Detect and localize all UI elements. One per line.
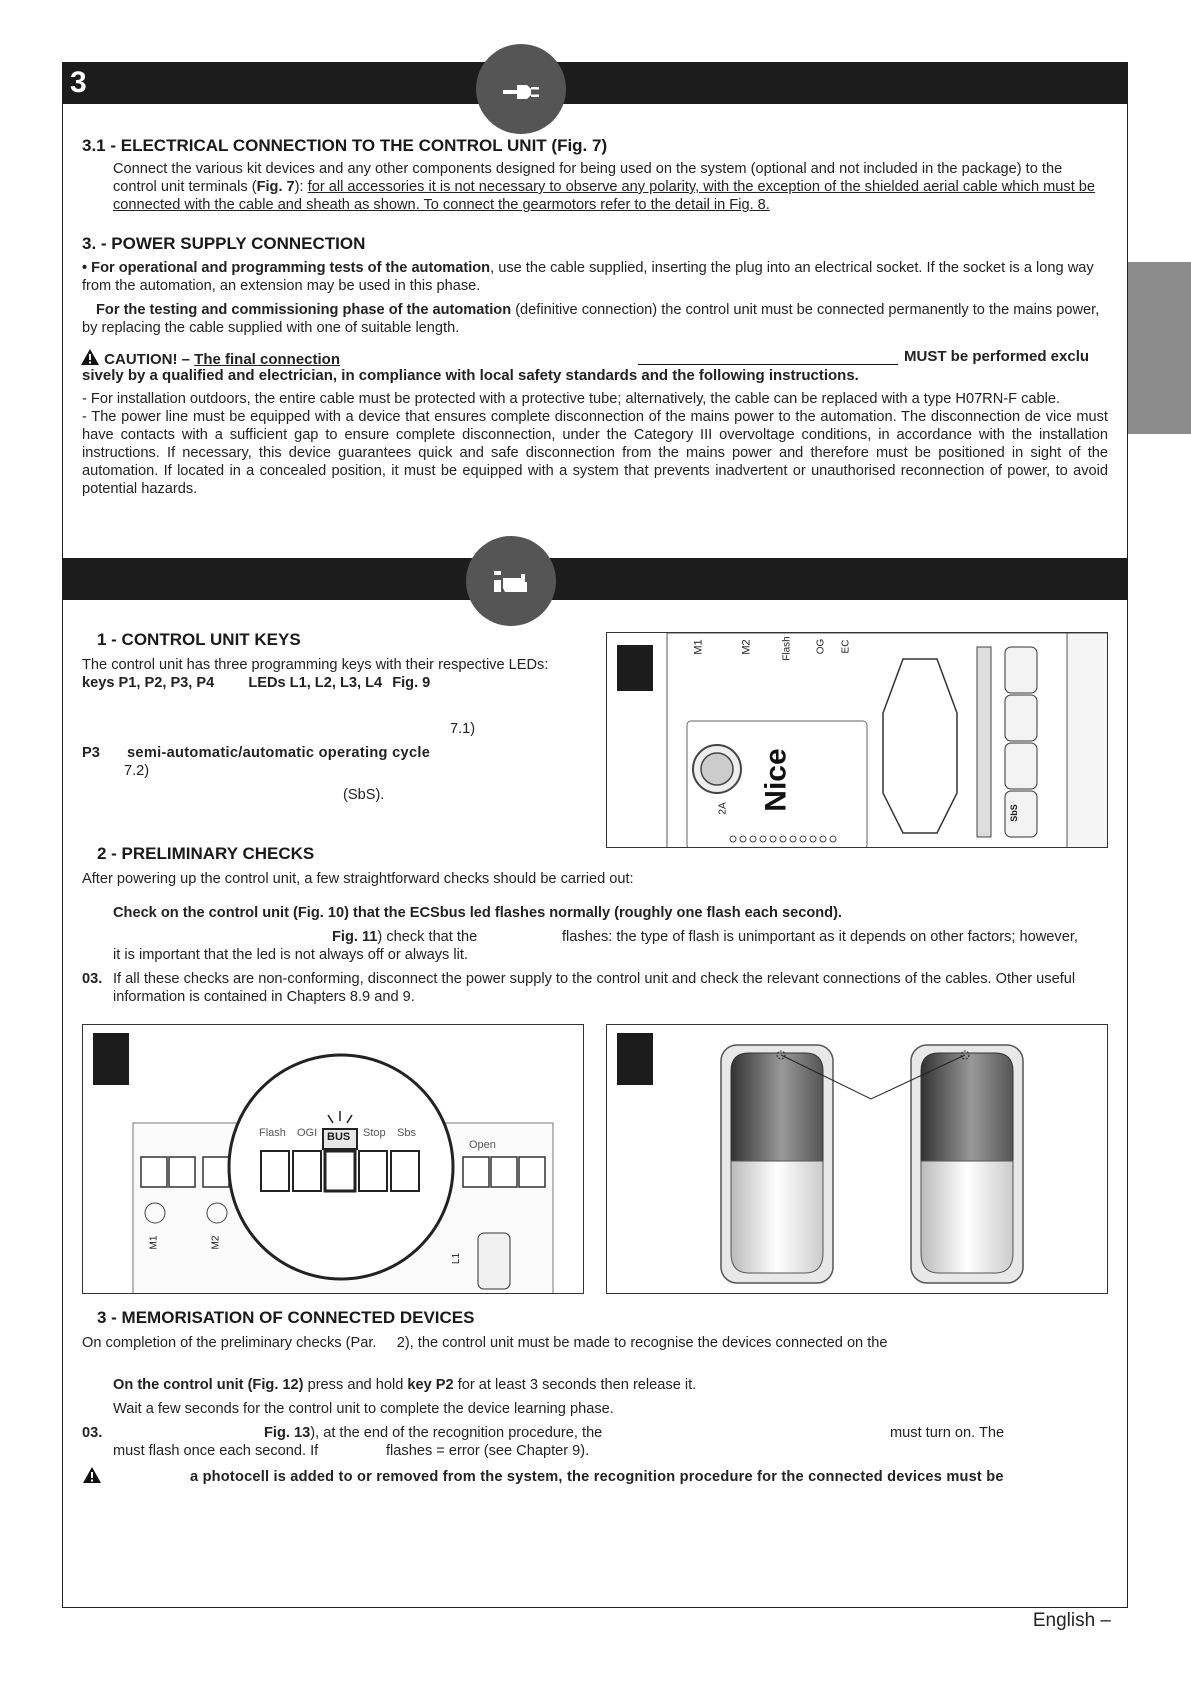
memo-step-2: Wait a few seconds for the control unit to complete the device learning phase. <box>113 1401 614 1417</box>
warning-icon <box>80 348 100 366</box>
power-p1 <box>82 259 1108 295</box>
fig9-sbs-button: SbS <box>1008 804 1019 822</box>
check-2-fig <box>332 928 477 946</box>
caution-line-1 <box>80 348 340 369</box>
s31-underlined: for all accessories it is not necessary to observe any polarity, with the exception of the shielded aerial cable which must be connected with the cable and sheath as shown. To connect the gearmotors refer to the detail in Fig. 8. <box>113 179 1096 213</box>
figure-10 <box>82 1024 584 1294</box>
fig9-terminal-m1: M1 <box>692 639 705 655</box>
check-2-text-a: ) check that the <box>377 929 478 945</box>
plug-icon <box>501 82 541 102</box>
fig10-label-stop: Stop <box>363 1127 386 1139</box>
caution-line-2: sively by a qualified and electrician, in compliance with local safety standards and the following instructions. <box>82 367 859 384</box>
power-supply-title: 3. - POWER SUPPLY CONNECTION <box>82 234 366 253</box>
fig9-fuse: 2A <box>717 802 729 815</box>
fig10-label-l1: L1 <box>451 1252 463 1265</box>
fig10-label-ogi: OGI <box>297 1127 318 1139</box>
programming-badge <box>466 536 556 626</box>
fig9-terminal-m2: M2 <box>740 639 753 655</box>
memo-step-1 <box>113 1376 696 1394</box>
warning-icon <box>82 1466 102 1484</box>
memo-step-3-line2-a: must flash once each second. If <box>113 1443 319 1459</box>
memo-step-3-text-a: ), at the end of the recognition procedure, the <box>310 1425 603 1441</box>
s31-text-a: Connect the various kit devices and any other components designed for being used on the system (optional and not included in the package) to the control unit terminals ( <box>113 161 1063 195</box>
memo-step-1-bold: On the control unit (Fig. 12) <box>113 1377 304 1393</box>
power-p2-rest: (definitive connection) the control unit must be connected permanently to the mains power, by replacing the cable supplied with one of suitable length. <box>82 302 1100 336</box>
checks-intro: After powering up the control unit, a few straightforward checks should be carried out: <box>82 871 634 887</box>
control-unit-drawing <box>607 633 1108 848</box>
power-p1-bold: • For operational and programming tests of the automation <box>82 260 491 276</box>
fig10-label-m2: M2 <box>210 1235 222 1250</box>
photocells-drawing <box>607 1025 1108 1294</box>
fig10-label-sbs: Sbs <box>397 1127 416 1139</box>
checks-title: 2 - PRELIMINARY CHECKS <box>97 844 315 863</box>
keys-fig-ref: Fig. 9 <box>392 675 431 691</box>
check-3-num: 03. <box>82 971 103 987</box>
check-3-text: If all these checks are non-conforming, disconnect the power supply to the control unit and check the relevant connections of the cables. Other useful information is contained in Chapters 8.9 and 9. <box>113 971 1076 1005</box>
footer-language: English – <box>1032 1610 1111 1631</box>
leds-label: LEDs L1, L2, L3, L4 <box>248 675 383 691</box>
check-2-text-b: flashes: the type of flash is unimportant as it depends on other factors; however, <box>562 929 1078 945</box>
figure-9 <box>606 632 1108 848</box>
section-bar-2 <box>62 558 1128 600</box>
section-number: 3 <box>70 66 87 99</box>
power-p1-rest: , use the cable supplied, inserting the plug into an electrical socket. If the socket is a long way from the automation, an extension may be used in this phase. <box>82 260 1094 294</box>
check-2-line-2: it is important that the led is not always off or always lit. <box>113 947 469 963</box>
memo-warning-icon <box>82 1466 102 1489</box>
memo-step-3-fig: Fig. 13 <box>264 1425 311 1441</box>
hand-pointer-icon <box>491 568 531 594</box>
keys-ref-7-2: 7.2) <box>124 763 150 779</box>
caution-lead: CAUTION! – <box>104 351 195 368</box>
keys-label: keys P1, P2, P3, P4 <box>82 675 215 691</box>
check-1: Check on the control unit (Fig. 10) that the ECSbus led flashes normally (roughly one flash each second). <box>113 905 842 921</box>
s31-text-b: ): <box>294 179 308 195</box>
fig9-brand: Nice <box>759 748 793 812</box>
terminal-block-drawing <box>83 1025 584 1294</box>
power-list-1: - For installation outdoors, the entire cable must be protected with a protective tube; alternatively, the cable can be replaced with a type H07RN-F cable. <box>82 391 1061 407</box>
fig10-label-open: Open <box>469 1139 496 1151</box>
power-p2-bold: For the testing and commissioning phase of the automation <box>96 302 512 318</box>
power-p2 <box>82 301 1108 337</box>
memo-step-3-b: must turn on. The <box>890 1425 1005 1441</box>
section-3-1-title: 3.1 - ELECTRICAL CONNECTION TO THE CONTROL UNIT (Fig. 7) <box>82 136 608 155</box>
caution-right: MUST be performed exclu <box>904 348 1090 365</box>
memo-step-3-a <box>264 1424 602 1442</box>
figure-11 <box>606 1024 1108 1294</box>
fig9-terminal-og: OG <box>815 638 827 655</box>
keys-title: 1 - CONTROL UNIT KEYS <box>97 630 301 649</box>
memo-intro: On completion of the preliminary checks (Par. 2), the control unit must be made to recognise the devices connected on the <box>82 1335 888 1351</box>
fig9-terminal-ec: EC <box>840 639 852 654</box>
memo-step-1-rest: for at least 3 seconds then release it. <box>453 1377 697 1393</box>
caution-underlined: The final connection <box>194 351 341 368</box>
fig10-label-bus: BUS <box>327 1131 351 1143</box>
keys-sbs: (SbS). <box>343 787 385 803</box>
fig10-label-flash: Flash <box>259 1127 286 1139</box>
memo-step-1-key: key P2 <box>407 1377 454 1393</box>
fig9-terminal-flash: Flash <box>781 636 793 661</box>
keys-line-2 <box>82 674 430 692</box>
memo-step-3-num: 03. <box>82 1425 103 1441</box>
caution-blank-line <box>638 364 898 365</box>
section-header-bar <box>62 62 1128 104</box>
fig10-label-m1: M1 <box>148 1235 160 1250</box>
memo-warning: a photocell is added to or removed from the system, the recognition procedure for the connected devices must be <box>190 1469 1004 1485</box>
s31-fig-ref: Fig. 7 <box>256 179 295 195</box>
keys-line-1: The control unit has three programming keys with their respective LEDs: <box>82 657 549 673</box>
language-side-tab <box>1128 262 1191 434</box>
power-list-2: - The power line must be equipped with a device that ensures complete disconnection of the mains power to the automation. The disconnection de vice must have contacts with a sufficient gap to ensure complete disconnection, under the Category III overvoltage conditions, in accordance with the installation instructions. If necessary, this device guarantees quick and safe disconnection from the mains power and therefore must be positioned in sight of the automation. If located in a concealed position, it must be equipped with a system that prevents inadvertent or unauthorised reconnection of power, to avoid potential hazards. <box>82 409 1108 497</box>
memo-title: 3 - MEMORISATION OF CONNECTED DEVICES <box>97 1308 475 1327</box>
check-2-fig-ref: Fig. 11 <box>332 929 378 945</box>
keys-p3-label: P3 <box>82 745 100 761</box>
keys-p3-text: semi-automatic/automatic operating cycle <box>127 745 431 761</box>
section-badge <box>476 44 566 134</box>
keys-ref-7-1: 7.1) <box>450 721 476 737</box>
memo-step-3-line2-b: flashes = error (see Chapter 9). <box>386 1443 590 1459</box>
section-3-1-text <box>113 160 1107 214</box>
memo-step-1-mid: press and hold <box>303 1377 408 1393</box>
